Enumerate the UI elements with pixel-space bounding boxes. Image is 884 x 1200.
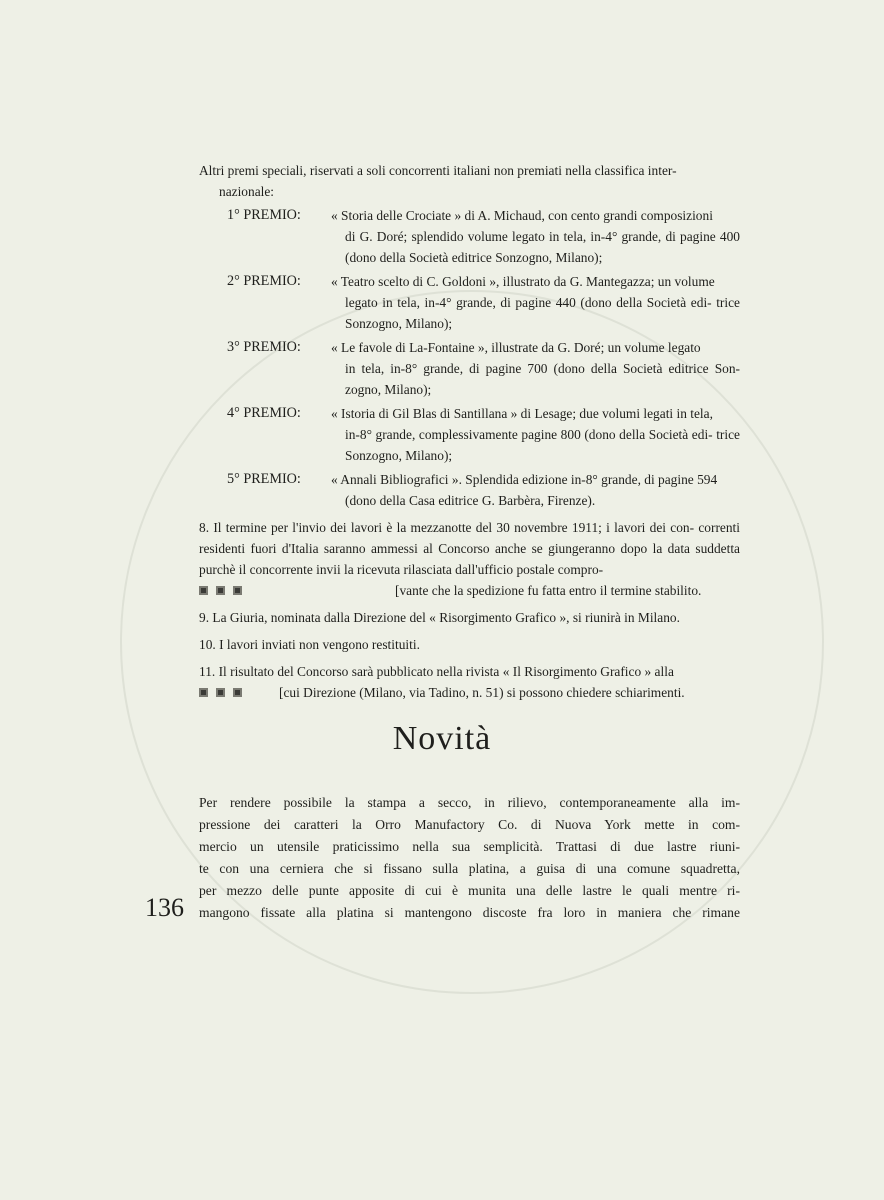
prize-item [199,271,740,334]
prize-text-first: « Le favole di La-Fontaine », illustrate da G. Doré; un volume legato [331,340,701,355]
paragraph-8-tail: [vante che la spedizione fu fatta entro il termine stabilito. [395,583,702,598]
prize-item [199,205,740,268]
novita-paragraph [199,792,740,924]
prize-label: 1° PREMIO: [227,207,301,223]
prize-text-rest: di G. Doré; splendido volume legato in tela, in-4° grande, di pagine 400 (dono della Società editrice Sonzogno, Milano); [345,229,740,265]
prize-text-rest: (dono della Casa editrice G. Barbèra, Firenze). [345,493,596,508]
prize-label: 3° PREMIO: [227,339,301,355]
novita-line: pressione dei caratteri la Orro Manufactory Co. di Nuova York mette in com- [199,817,740,832]
ornament-icon [233,586,242,595]
prize-text [331,271,740,334]
intro-line-2: nazionale: [219,184,275,199]
ornament-icon [233,688,242,697]
prize-text-first: « Annali Bibliografici ». Splendida edizione in-8° grande, di pagine 594 [331,472,718,487]
paragraph-8-text: 8. Il termine per l'invio dei lavori è la mezzanotte del 30 novembre 1911; i lavori dei con- correnti residenti fuori d'Italia saranno ammessi al Concorso anche se giungeranno dopo la data suddetta purchè il concorrente invii la ricevuta rilasciata dall'ufficio postale compro- [199,520,740,577]
prize-text-rest: in tela, in-8° grande, di pagine 700 (dono della Società editrice Son- zogno, Milano); [345,361,740,397]
paragraph-11-tail: [cui Direzione (Milano, via Tadino, n. 51) si possono chiedere schiarimenti. [279,685,685,700]
prize-text-rest: legato in tela, in-4° grande, di pagine 440 (dono della Società edi- trice Sonzogno, Milano); [345,295,740,331]
paragraph-11 [199,661,740,703]
novita-line: mercio un utensile praticissimo nella sua semplicità. Trattasi di due lastre riuni- [199,839,740,854]
novita-line: mangono fissate alla platina si mantengono discoste fra loro in maniera che rimane [199,905,740,920]
prize-item [199,337,740,400]
intro-paragraph [199,160,740,202]
section-heading: Novità [392,720,492,757]
prize-item [199,403,740,466]
prize-label: 2° PREMIO: [227,273,301,289]
ornament-icon [216,586,225,595]
ornament-icon [216,688,225,697]
intro-line-1: Altri premi speciali, riservati a soli concorrenti italiani non premiati nella classifica inter- [199,163,677,178]
prize-section [199,160,740,703]
novita-line: Per rendere possibile la stampa a secco, in rilievo, contemporaneamente alla im- [199,795,740,810]
prize-label: 5° PREMIO: [227,471,301,487]
ornament-line [199,580,740,601]
paragraph-8 [199,517,740,601]
ornament-icon [199,586,208,595]
prize-text-first: « Teatro scelto di C. Goldoni », illustrato da G. Mantegazza; un volume [331,274,715,289]
prize-text-first: « Istoria di Gil Blas di Santillana » di Lesage; due volumi legati in tela, [331,406,713,421]
ornaments [199,586,395,595]
prize-text [331,469,740,511]
paragraph-11-text: 11. Il risultato del Concorso sarà pubblicato nella rivista « Il Risorgimento Grafico » alla [199,664,674,679]
ornaments [199,688,279,697]
paragraph-10: 10. I lavori inviati non vengono restituiti. [199,637,420,652]
prize-text [331,403,740,466]
novita-line: per mezzo delle punte apposite di cui è munita una delle lastre le quali mentre ri- [199,883,740,898]
page-number: 136 [145,893,184,922]
paragraph-9: 9. La Giuria, nominata dalla Direzione del « Risorgimento Grafico », si riunirà in Milano. [199,610,680,625]
ornament-line [199,682,740,703]
prize-text-first: « Storia delle Crociate » di A. Michaud, con cento grandi composizioni [331,208,713,223]
prize-label: 4° PREMIO: [227,405,301,421]
prize-item [199,469,740,511]
prize-text [331,337,740,400]
prize-text [331,205,740,268]
ornament-icon [199,688,208,697]
novita-line: te con una cerniera che si fissano sulla platina, a guisa di una comune squadretta, [199,861,740,876]
prize-text-rest: in-8° grande, complessivamente pagine 800 (dono della Società edi- trice Sonzogno, Milano); [345,427,740,463]
